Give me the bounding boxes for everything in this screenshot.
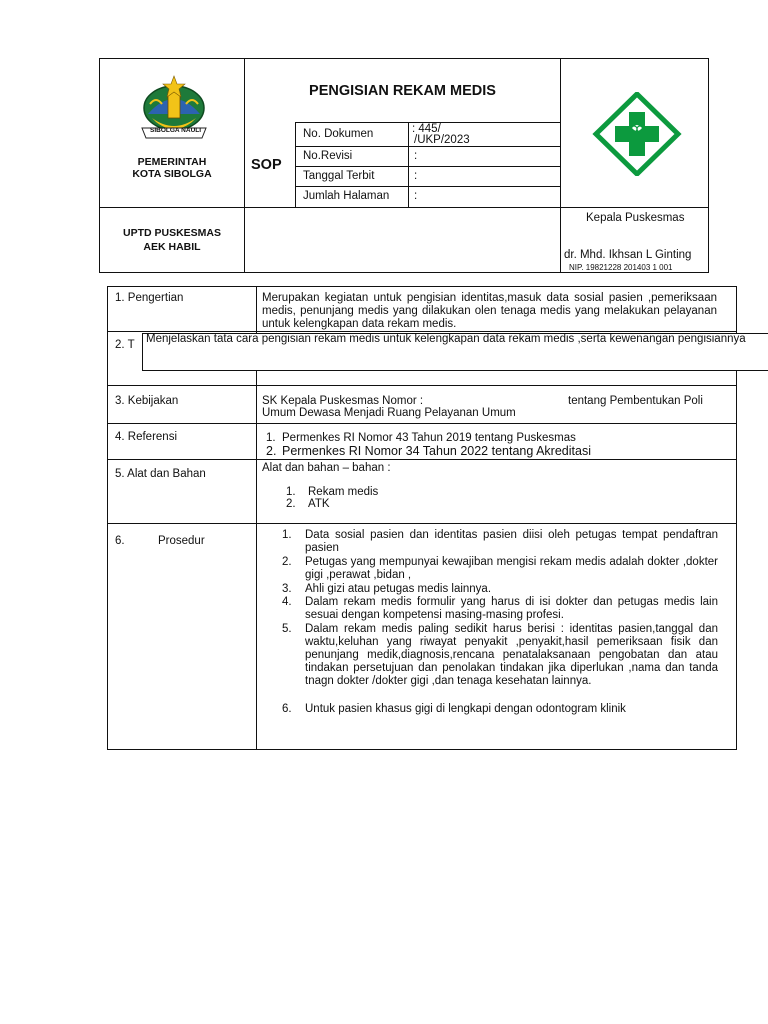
unit-name-line2: AEK HABIL bbox=[143, 241, 201, 253]
field-label-tanggal-terbit: Tanggal Terbit bbox=[303, 170, 375, 182]
prosedur-item-number: 1. bbox=[282, 529, 292, 541]
field-value-no-dokumen-2: /UKP/2023 bbox=[414, 134, 470, 146]
section-text-tujuan: Menjelaskan tata cara pengisian rekam medis untuk kelengkapan data rekam medis ,serta kewenangan pengisiannya bbox=[146, 333, 746, 345]
alat-item-1-number: 1. bbox=[286, 486, 296, 498]
prosedur-item-text: Data sosial pasien dan identitas pasien diisi oleh petugas tempat pendaftran pasien bbox=[305, 529, 718, 554]
prosedur-item-number: 2. bbox=[282, 556, 292, 568]
unit-name-line1: UPTD PUSKESMAS bbox=[122, 227, 221, 239]
section-label-prosedur-number: 6. bbox=[115, 535, 125, 547]
field-label-no-dokumen: No. Dokumen bbox=[303, 128, 374, 140]
prosedur-item-number: 4. bbox=[282, 596, 292, 608]
org-name-line1: PEMERINTAH bbox=[137, 156, 207, 168]
field-value-tanggal-terbit: : bbox=[414, 170, 418, 182]
kebijakan-text-b: tentang Pembentukan Poli bbox=[568, 395, 703, 407]
signer-nip: NIP. 19821228 201403 1 001 bbox=[569, 263, 673, 272]
signer-title: Kepala Puskesmas bbox=[586, 212, 685, 224]
section-label-prosedur: Prosedur bbox=[158, 535, 205, 547]
section-label-pengertian: 1. Pengertian bbox=[115, 292, 184, 304]
referensi-item-1-text: Permenkes RI Nomor 43 Tahun 2019 tentang Puskesmas bbox=[282, 432, 576, 444]
section-label-tujuan: 2. T bbox=[115, 339, 135, 351]
signer-name: dr. Mhd. Ikhsan L Ginting bbox=[564, 249, 692, 261]
org-name-line2: KOTA SIBOLGA bbox=[132, 168, 212, 180]
prosedur-item-number: 6. bbox=[282, 703, 292, 715]
field-value-no-revisi: : bbox=[414, 150, 418, 162]
prosedur-item-number: 3. bbox=[282, 583, 292, 595]
sop-label: SOP bbox=[251, 157, 282, 173]
alat-intro: Alat dan bahan – bahan : bbox=[262, 462, 391, 474]
alat-item-2-text: ATK bbox=[308, 498, 330, 510]
section-label-alat: 5. Alat dan Bahan bbox=[115, 468, 206, 480]
prosedur-item-text: Ahli gizi atau petugas medis lainnya. bbox=[305, 583, 492, 595]
referensi-item-2-number: 2. bbox=[266, 444, 277, 458]
alat-item-2-number: 2. bbox=[286, 498, 296, 510]
field-value-no-dokumen-1: : 445/ bbox=[412, 123, 441, 135]
alat-item-1-text: Rekam medis bbox=[308, 486, 379, 498]
referensi-item-1-number: 1. bbox=[266, 432, 276, 444]
kebijakan-text-c: Umum Dewasa Menjadi Ruang Pelayanan Umum bbox=[262, 407, 516, 419]
section-label-referensi: 4. Referensi bbox=[115, 431, 178, 443]
puskesmas-cross-logo bbox=[592, 92, 682, 176]
field-label-no-revisi: No.Revisi bbox=[303, 150, 353, 162]
seal-banner-text: SIBOLGA NAULI bbox=[150, 127, 202, 134]
prosedur-item-text: Dalam rekam medis formulir yang harus di isi dokter dan petugas medis lain sesuai dengan kompetensi masing-masing profesi. bbox=[305, 596, 718, 621]
prosedur-item-number: 5. bbox=[282, 623, 292, 635]
field-label-jumlah-halaman: Jumlah Halaman bbox=[303, 190, 390, 202]
section-label-kebijakan: 3. Kebijakan bbox=[115, 395, 179, 407]
referensi-item-2-text: Permenkes RI Nomor 34 Tahun 2022 tentang Akreditasi bbox=[282, 444, 591, 458]
prosedur-item-text: Untuk pasien khasus gigi di lengkapi dengan odontogram klinik bbox=[305, 703, 626, 715]
prosedur-item-text: Dalam rekam medis paling sedikit harus berisi : identitas pasien,tanggal dan waktu,keluhan yang riwayat penyakit ,penyakit,hasil pemeriksaan fisik dan penunjang medik,diagnosis,rencana penatalaksanaan pengobatan dan atau tindakan persetujuan dan penolakan tindakan jika diperlukan ,nama dan tanda tnagn dokter /dokter gigi ,dan tenaga kesehatan lainnya. bbox=[305, 623, 718, 687]
document-title: PENGISIAN REKAM MEDIS bbox=[309, 83, 496, 99]
prosedur-item-text: Petugas yang mempunyai kewajiban mengisi rekam medis adalah dokter ,dokter gigi ,perawat ,bidan , bbox=[305, 556, 718, 581]
field-value-jumlah-halaman: : bbox=[414, 190, 418, 202]
section-text-pengertian: Merupakan kegiatan untuk pengisian identitas,masuk data sosial pasien ,pemeriksaan medis, penunjang medis yang dilakukan olen tenaga medis yang melakukan pelayanan untuk kelengkapan data rekam medis. bbox=[262, 292, 717, 330]
kebijakan-text-a: SK Kepala Puskesmas Nomor : bbox=[262, 395, 424, 407]
